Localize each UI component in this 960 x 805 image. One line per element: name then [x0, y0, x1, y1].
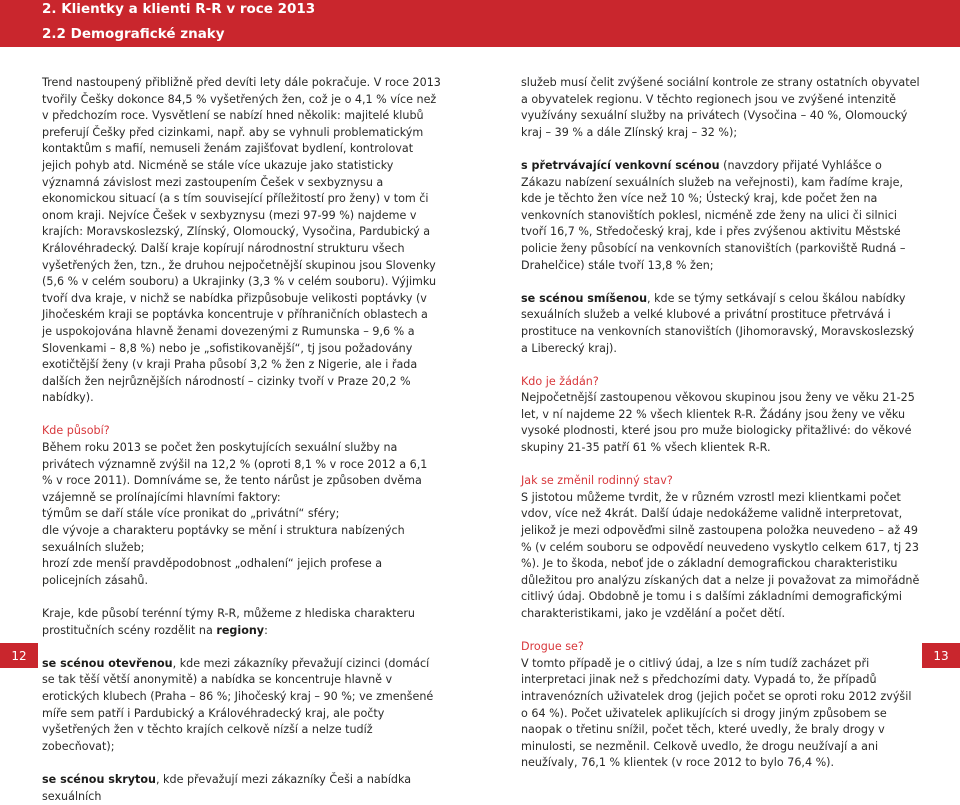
right-column: [521, 75, 920, 772]
section-heading: Kde působí?: [42, 424, 110, 438]
paragraph: s přetrvávající venkovní scénou (navzdory přijaté Vyhlášce o Zákazu nabízení sexuálních služeb na veřejnosti), kam řadíme kraje, kde je těchto žen více než 10 %; Ústecký kraj, kde počet žen na venkovních stanovištích poklesl, nicméně zde ženy na ulici či silnici tvoří 16,7 %, Středočeský kraj, kde i přes zvýšenou aktivitu Městské policie ženy působící na venkovních stanovištích (parkoviště Rudná – Drahelčice) stále tvoří 13,8 % žen;: [521, 158, 906, 272]
page-number-right: 13: [922, 643, 960, 668]
paragraph: služeb musí čelit zvýšené sociální kontrole ze strany ostatních obyvatel a obyvatelek regionu. V těchto regionech jsou ve zvýšené intenzitě využívány sexuální služby na privátech (Vysočina – 40 %, Olomoucký kraj – 39 % a dále Zlínský kraj – 32 %);: [521, 76, 920, 139]
list-item: hrozí zde menší pravděpodobnost „odhalení“ jejich profese a policejních zásahů.: [42, 557, 383, 587]
left-column: [42, 75, 441, 805]
section-title: 2.2 Demografické znaky: [42, 26, 225, 42]
paragraph: Kraje, kde působí terénní týmy R-R, můžeme z hlediska charakteru prostitučních scény rozdělit na regiony:: [42, 607, 415, 637]
paragraph: S jistotou můžeme tvrdit, že v různém vzrostl mezi klientkami počet vdov, více než 4krát. Další údaje nedokážeme validně interpretovat, jelikož je mezi odpověďmi silně zastoupena položka neuvedeno – až 49 % (v celém souboru se odpovědí neuvedeno vyskytlo celkem 617, tj 23 %). Je to škoda, neboť jde o základní demografickou charakteristiku důležitou pro analýzu získaných dat a nelze ji považovat za mimořádně citlivý údaj. Obdobně je tomu i s dalšími základními demografickými charakteristikami, jako je vzdělání a počet dětí.: [521, 490, 920, 620]
paragraph: se scénou smíšenou, kde se týmy setkávají s celou škálou nabídky sexuálních služeb a velké klubové a privátní prostituce přetrvává i prostituce na venkovních stanovištích (Jihomoravský, Moravskoslezský a Liberecký kraj).: [521, 291, 915, 355]
page-number-left: 12: [0, 643, 38, 668]
paragraph: Nejpočetnější zastoupenou věkovou skupinou jsou ženy ve věku 21-25 let, v ní najdeme 22 % všech klientek R-R. Žádány jsou ženy ve věku vysoké plodnosti, které jsou pro muže biologicky přitažlivé: do věkové skupiny 21-35 patří 61 % všech klientek R-R.: [521, 391, 915, 455]
chapter-title: 2. Klientky a klienti R-R v roce 2013: [42, 1, 316, 17]
section-heading: Kdo je žádán?: [521, 374, 599, 388]
paragraph: Trend nastoupený přibližně před devíti lety dále pokračuje. V roce 2013 tvořily Češky dokonce 84,5 % vyšetřených žen, což je o 4,1 % více než v předchozím roce. Vysvětlení se nabízí hned několik: majitelé klubů preferují Češky před cizinkami, např. aby se vyhnuli problematickým kontaktům s mafií, nemuseli ženám zajišťovat bydlení, kontrolovat jejich pohyb atd. Nicméně se stále více ukazuje jako statisticky významná závislost mezi zastoupením Češek v sexbyznysu a ekonomickou situací (a s tím související příležitostí pro ženy) v tom či onom kraji. Nejvíce Češek v sexbyznysu (mezi 97-99 %) najdeme v krajích: Moravskoslezský, Zlínský, Olomoucký, Vysočina, Pardubický a Královéhradecký. Další kraje kopírují národnostní strukturu všech vyšetřených žen, tzn., že druhou nejpočetnější skupinou jsou Slovenky (5,6 % v celém souboru) a Ukrajinky (3,3 % v celém souboru). Výjimku tvoří dva kraje, v nichž se nabídka přizpůsobuje velikosti poptávky (v Jihočeském kraji se poptávka koncentruje v příhraničních oblastech a je uspokojována hlavně ženami dovezenými z Rumunska – 9,6 % a Slovenkami – 8,8 %) nebo je „sofistikovanější“, tj jsou požadovány exotičtější ženy (v kraji Praha působí 3,2 % žen z Nigerie, ale i řada dalších žen nejrůznějších národností – cizinky tvoří v Praze 20,2 % nabídky).: [42, 76, 441, 405]
paragraph: V tomto případě je o citlivý údaj, a lze s ním tudíž zacházet při interpretaci jinak než s předchozími daty. Vypadá to, že případů intravenózních uživatelek drog (jejich počet se oproti roku 2012 zvýšil o 64 %). Počet uživatelek aplikujících si drogy jiným způsobem se naopak o třetinu snížil, počet těch, které uvedly, že braly drogy v minulosti, se nezměnil. Celkově uvedlo, že drogu neužívají a ani neužívaly, 76,1 % klientek (v roce 2012 to bylo 76,4 %).: [521, 656, 912, 770]
paragraph: se scénou skrytou, kde převažují mezi zákazníky Češi a nabídka sexuálních: [42, 772, 412, 803]
section-heading: Jak se změnil rodinný stav?: [521, 474, 673, 488]
list-item: týmům se daří stále více pronikat do „privátní“ sféry;: [42, 507, 340, 521]
list-item: dle vývoje a charakteru poptávky se mění i struktura nabízených sexuálních služeb;: [42, 524, 405, 554]
paragraph: Během roku 2013 se počet žen poskytujících sexuální služby na privátech významně zvýšil na 12,2 % (oproti 8,1 % v roce 2012 a 6,1 % v roce 2011). Domníváme se, že tento nárůst je způsoben dvěma vzájemně se prolínajícími hlavními faktory:: [42, 441, 428, 504]
section-heading: Drogue se?: [521, 640, 584, 654]
paragraph: se scénou otevřenou, kde mezi zákazníky převažují cizinci (domácí se tak těší větší anonymitě) a nabídka se koncentruje hlavně v erotických klubech (Praha – 86 %; Jihočeský kraj – 90 %; ve zmenšené míře sem patří i Pardubický a Královéhradecký kraj, ale počty vyšetřených žen v těchto krajích celkově nízší a nelze tudíž zobecňovat);: [42, 656, 434, 753]
